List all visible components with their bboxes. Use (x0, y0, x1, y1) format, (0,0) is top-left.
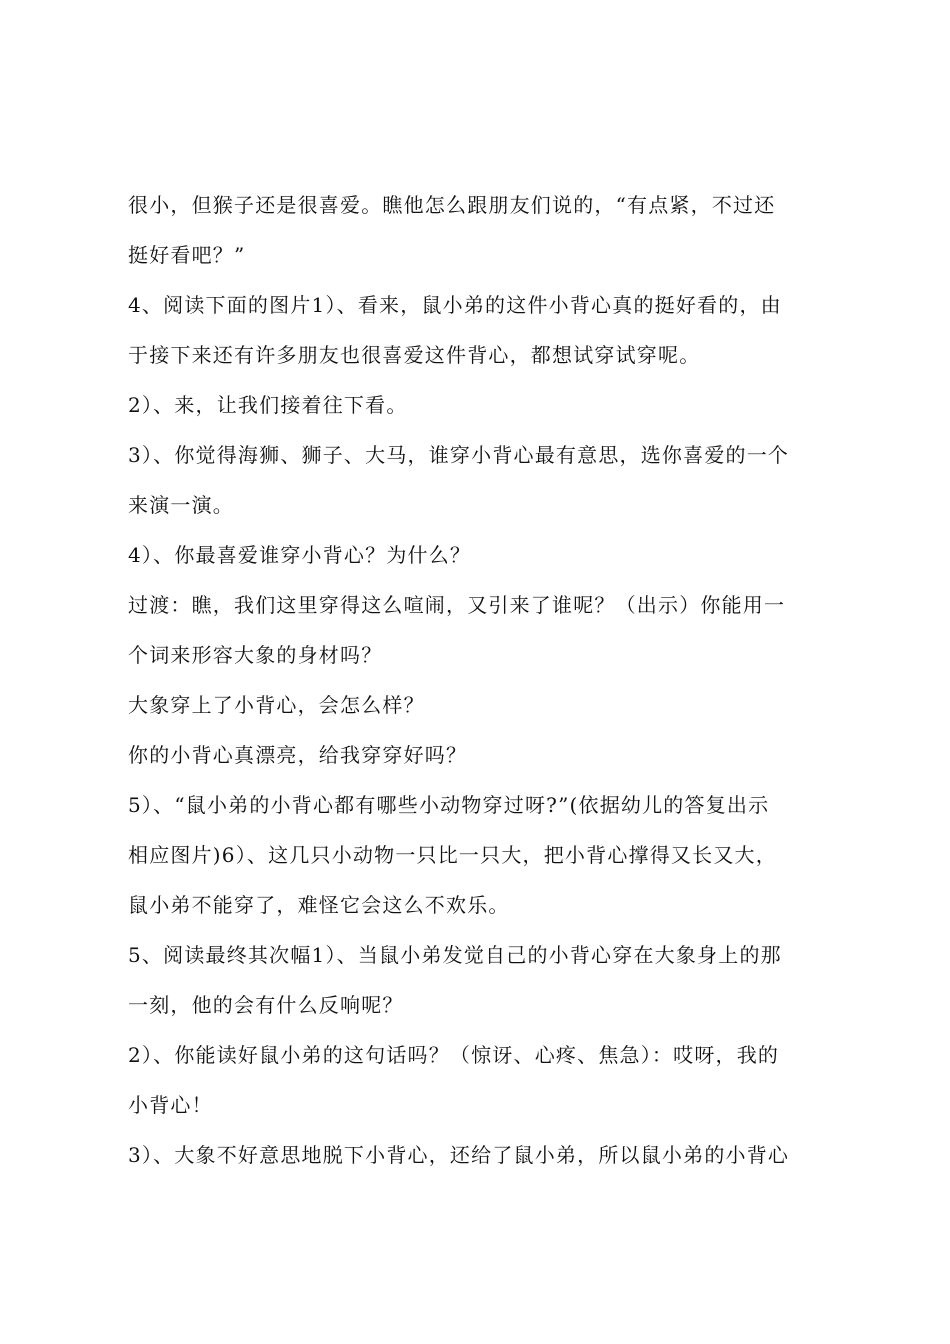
text-line: 过渡：瞧，我们这里穿得这么喧闹，又引来了谁呢？（出示）你能用一 (128, 593, 786, 617)
text-line: 2）、你能读好鼠小弟的这句话吗？（惊讶、心疼、焦急）：哎呀，我的 (128, 1043, 780, 1067)
text-line: 大象穿上了小背心，会怎么样？ (128, 693, 425, 717)
text-line: 4）、你最喜爱谁穿小背心？为什么？ (128, 543, 472, 567)
text-line: 来演一演。 (128, 493, 234, 517)
text-line: 2）、来，让我们接着往下看。 (128, 393, 408, 417)
text-line: 很小，但猴子还是很喜爱。瞧他怎么跟朋友们说的，“有点紧，不过还 (128, 193, 776, 217)
document-body (128, 180, 833, 1180)
text-line: 3）、你觉得海狮、狮子、大马，谁穿小背心最有意思，选你喜爱的一个 (128, 443, 790, 467)
text-line: 你的小背心真漂亮，给我穿穿好吗？ (128, 743, 468, 767)
text-line: 4、阅读下面的图片1）、看来，鼠小弟的这件小背心真的挺好看的，由 (128, 293, 782, 317)
text-line: 个词来形容大象的身材吗？ (128, 643, 383, 667)
text-line: 3）、大象不好意思地脱下小背心，还给了鼠小弟，所以鼠小弟的小背心 (128, 1143, 790, 1167)
text-line: 于接下来还有许多朋友也很喜爱这件背心，都想试穿试穿呢。 (128, 343, 701, 367)
text-line: 5）、“鼠小弟的小背心都有哪些小动物穿过呀?”(依据幼儿的答复出示 (128, 793, 770, 817)
text-line: 挺好看吧？” (128, 243, 246, 267)
text-line: 鼠小弟不能穿了，难怪它会这么不欢乐。 (128, 893, 510, 917)
text-line: 小背心！ (128, 1093, 213, 1117)
text-line: 5、阅读最终其次幅1）、当鼠小弟发觉自己的小背心穿在大象身上的那 (128, 943, 782, 967)
text-line: 相应图片)6）、这几只小动物一只比一只大，把小背心撑得又长又大， (128, 843, 777, 867)
text-line: 一刻，他的会有什么反响呢？ (128, 993, 404, 1017)
